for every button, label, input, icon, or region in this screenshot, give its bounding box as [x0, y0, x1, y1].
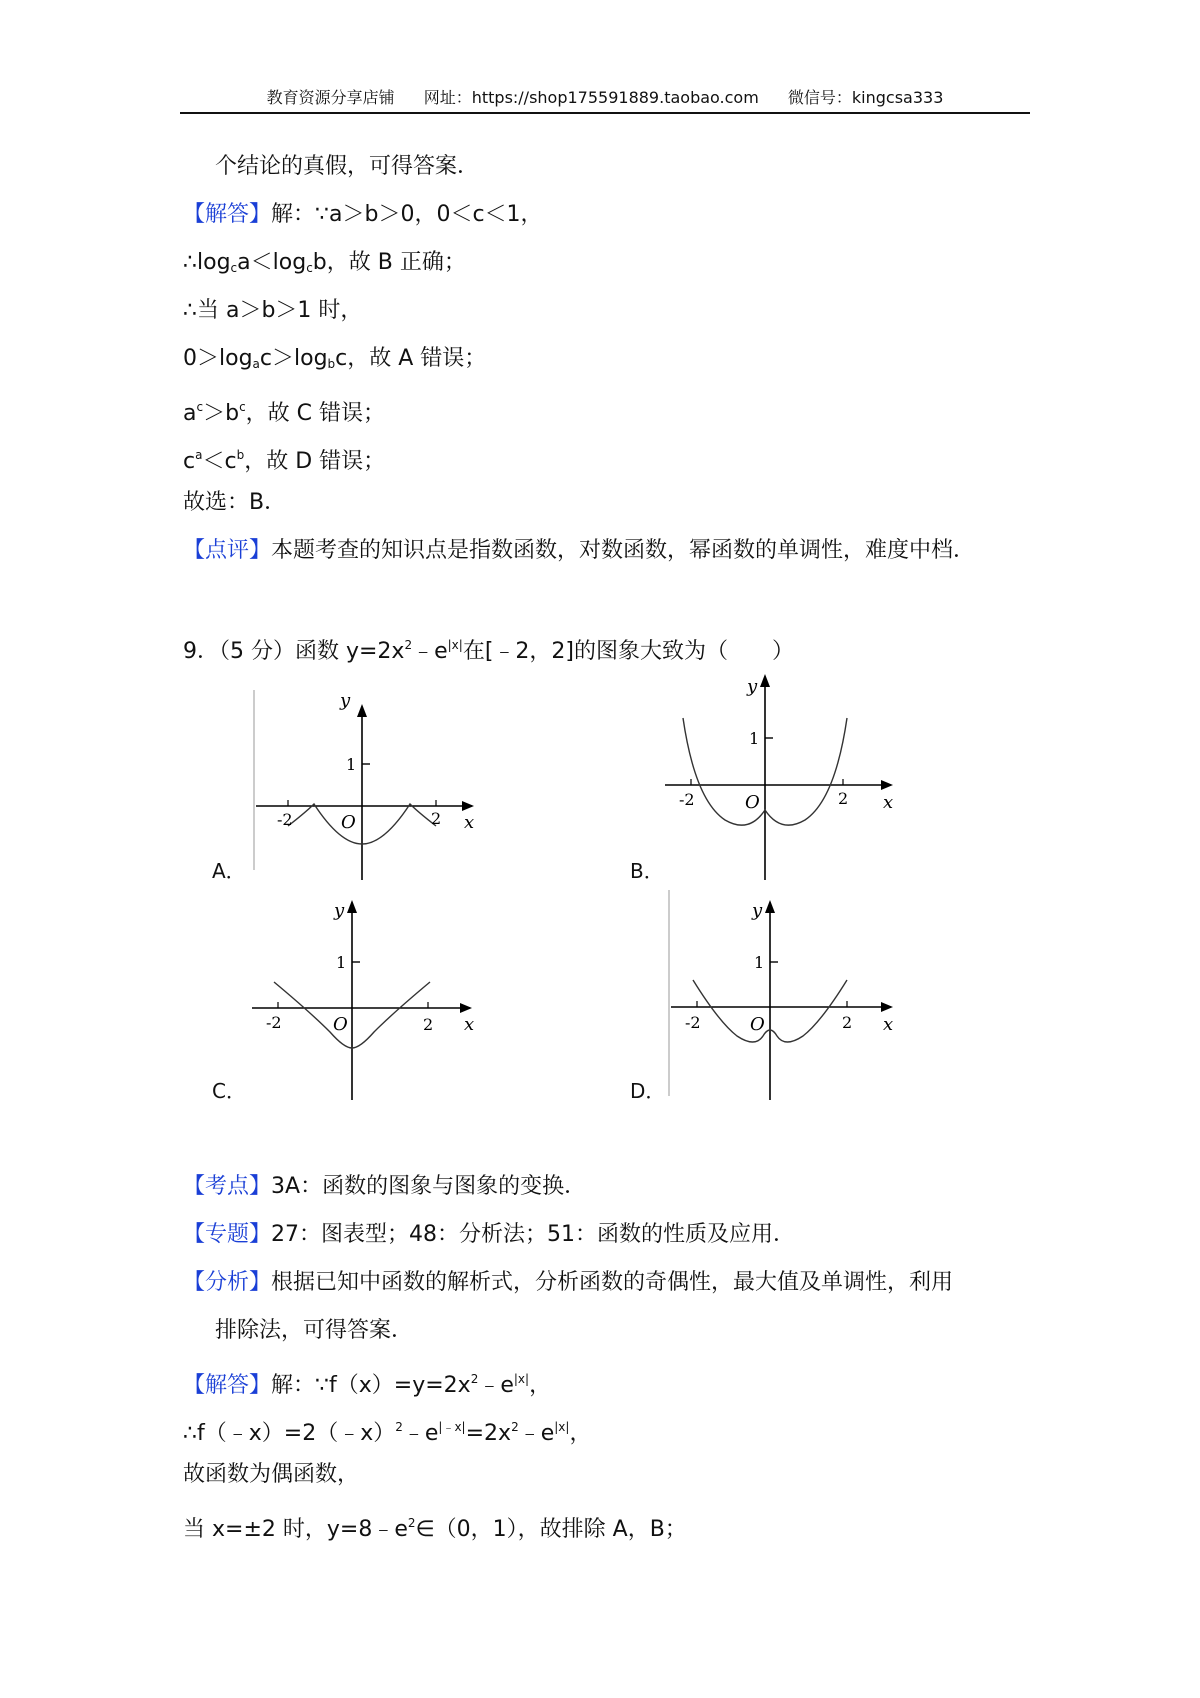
- prev-line-5: [183, 392, 385, 429]
- option-b-label[interactable]: B．: [630, 859, 664, 883]
- text: 当 x=±2 时，y=8﹣e: [183, 1517, 408, 1542]
- prev-continuation: 个结论的真假，可得答案．: [215, 154, 480, 179]
- text: ﹣e: [518, 1421, 555, 1446]
- prev-answer-line: [183, 200, 543, 230]
- text: ，: [569, 1421, 592, 1446]
- text: c: [183, 449, 196, 474]
- kaodian-text: 3A：函数的图象与图象的变换．: [271, 1174, 587, 1199]
- prev-line-2: [183, 248, 466, 283]
- text: ∴f（﹣x）=2（﹣x）: [183, 1421, 396, 1446]
- jieda-tag: 【解答】: [183, 1373, 272, 1398]
- site-label: 网址：: [423, 88, 472, 107]
- text: ∴log: [183, 250, 231, 275]
- superscript: b: [236, 448, 245, 462]
- question-stem: [183, 630, 794, 667]
- x-tick-label: 2: [838, 789, 849, 808]
- superscript: c: [196, 400, 204, 414]
- text: b，故 B 正确；: [312, 250, 466, 275]
- x-label: x: [883, 792, 894, 813]
- y-label: y: [340, 690, 351, 711]
- site-url[interactable]: https://shop175591889.taobao.com: [471, 88, 759, 107]
- origin-label: O: [745, 792, 760, 813]
- text: ＞b: [203, 401, 240, 426]
- solution-line-3: 故函数为偶函数，: [183, 1462, 360, 1487]
- solution-line-2: [183, 1412, 591, 1449]
- x-arrow-icon: [462, 801, 474, 811]
- solution-line-1: [183, 1364, 551, 1401]
- superscript: |x|: [447, 638, 463, 652]
- text: ﹣e: [412, 639, 448, 664]
- x-label: x: [883, 1014, 894, 1035]
- text: ，故 C 错误；: [245, 401, 386, 426]
- subscript: b: [327, 357, 336, 371]
- superscript: 2: [470, 1372, 479, 1386]
- dianping-text: 本题考查的知识点是指数函数，对数函数，幂函数的单调性，难度中档．: [271, 538, 976, 563]
- x-label: x: [464, 1014, 475, 1035]
- x-tick-label: -2: [685, 1013, 701, 1032]
- x-arrow-icon: [460, 1003, 472, 1013]
- option-d-label[interactable]: D．: [630, 1079, 666, 1103]
- x-tick-label: -2: [679, 790, 695, 809]
- option-a-graph: [240, 690, 500, 880]
- x-label: x: [464, 812, 475, 833]
- option-a-label[interactable]: A．: [212, 859, 246, 883]
- superscript: c: [239, 400, 246, 414]
- fenxi-line-2: 排除法，可得答案．: [215, 1318, 414, 1343]
- subscript: a: [252, 357, 260, 371]
- superscript: 2: [511, 1420, 519, 1434]
- page-header: [180, 84, 1030, 114]
- x-arrow-icon: [881, 1002, 893, 1012]
- jieda-tag: 【解答】: [183, 202, 272, 227]
- x-tick-label: 2: [431, 809, 442, 828]
- y-tick-label: 1: [336, 953, 347, 972]
- x-tick-label: -2: [266, 1013, 282, 1032]
- prev-comment-line: [183, 536, 975, 566]
- text: ∈（0，1），故排除 A，B；: [415, 1517, 687, 1542]
- x-arrow-icon: [881, 780, 893, 790]
- y-arrow-icon: [347, 900, 357, 913]
- x-tick-label: 2: [423, 1015, 434, 1034]
- site-info: [424, 88, 759, 107]
- wechat-label: 微信号：: [787, 88, 852, 107]
- origin-label: O: [341, 812, 356, 833]
- option-d-graph: [655, 890, 915, 1100]
- prev-line-4: [183, 344, 486, 379]
- fenxi-line: [183, 1268, 953, 1298]
- option-c-label[interactable]: C．: [212, 1079, 246, 1103]
- fenxi-tag: 【分析】: [183, 1270, 272, 1295]
- text: a: [183, 401, 197, 426]
- zhuanti-line: [183, 1220, 795, 1250]
- text: ＜c: [202, 449, 237, 474]
- prev-line-3: ∴当 a＞b＞1 时，: [183, 298, 363, 323]
- y-arrow-icon: [765, 900, 775, 913]
- kaodian-line: [183, 1172, 586, 1202]
- option-b-graph: [655, 670, 915, 880]
- x-tick-label: 2: [842, 1013, 853, 1032]
- text: c＞log: [259, 346, 328, 371]
- x-tick-label: -2: [277, 810, 293, 829]
- jieda-text: 解：∵a＞b＞0，0＜c＜1，: [271, 202, 543, 227]
- subscript: c: [230, 261, 238, 275]
- text: 在[﹣2，2]的图象大致为（ ）: [462, 639, 794, 664]
- text: ，: [529, 1373, 552, 1398]
- y-label: y: [334, 900, 345, 921]
- y-tick-label: 1: [749, 729, 760, 748]
- y-label: y: [752, 900, 763, 921]
- wechat-id: kingcsa333: [851, 88, 944, 107]
- dianping-tag: 【点评】: [183, 538, 272, 563]
- text: =2x: [465, 1421, 512, 1446]
- superscript: |x|: [554, 1420, 570, 1434]
- option-c-graph: [240, 890, 500, 1100]
- solution-line-4: [183, 1508, 687, 1545]
- y-tick-label: 1: [346, 755, 357, 774]
- superscript: a: [195, 448, 203, 462]
- text: ，故 D 错误；: [244, 449, 386, 474]
- superscript: |x|: [513, 1372, 530, 1386]
- superscript: 2: [404, 638, 413, 652]
- text: a＜log: [237, 250, 307, 275]
- shop-name: 教育资源分享店铺: [266, 88, 395, 107]
- text: c，故 A 错误；: [335, 346, 487, 371]
- superscript: 2: [407, 1516, 416, 1530]
- fenxi-text: 根据已知中函数的解析式，分析函数的奇偶性，最大值及单调性，利用: [271, 1270, 954, 1295]
- zhuanti-tag: 【专题】: [183, 1222, 272, 1247]
- kaodian-tag: 【考点】: [183, 1174, 272, 1199]
- superscript: |﹣x|: [438, 1420, 466, 1434]
- subscript: c: [306, 261, 313, 275]
- y-arrow-icon: [760, 674, 770, 687]
- origin-label: O: [333, 1014, 348, 1035]
- text: ﹣e: [478, 1373, 514, 1398]
- text: 9．（5 分）函数 y=2x: [183, 639, 405, 664]
- y-arrow-icon: [357, 704, 367, 717]
- text: ﹣e: [402, 1421, 439, 1446]
- y-tick-label: 1: [754, 953, 765, 972]
- prev-line-7: 故选：B．: [183, 490, 287, 515]
- wechat-info: [788, 88, 944, 107]
- zhuanti-text: 27：图表型；48：分析法；51：函数的性质及应用．: [271, 1222, 795, 1247]
- y-label: y: [747, 676, 758, 697]
- superscript: 2: [395, 1420, 403, 1434]
- prev-line-6: [183, 440, 385, 477]
- text: 解：∵f（x）=y=2x: [271, 1373, 471, 1398]
- text: 0＞log: [183, 346, 253, 371]
- origin-label: O: [750, 1014, 765, 1035]
